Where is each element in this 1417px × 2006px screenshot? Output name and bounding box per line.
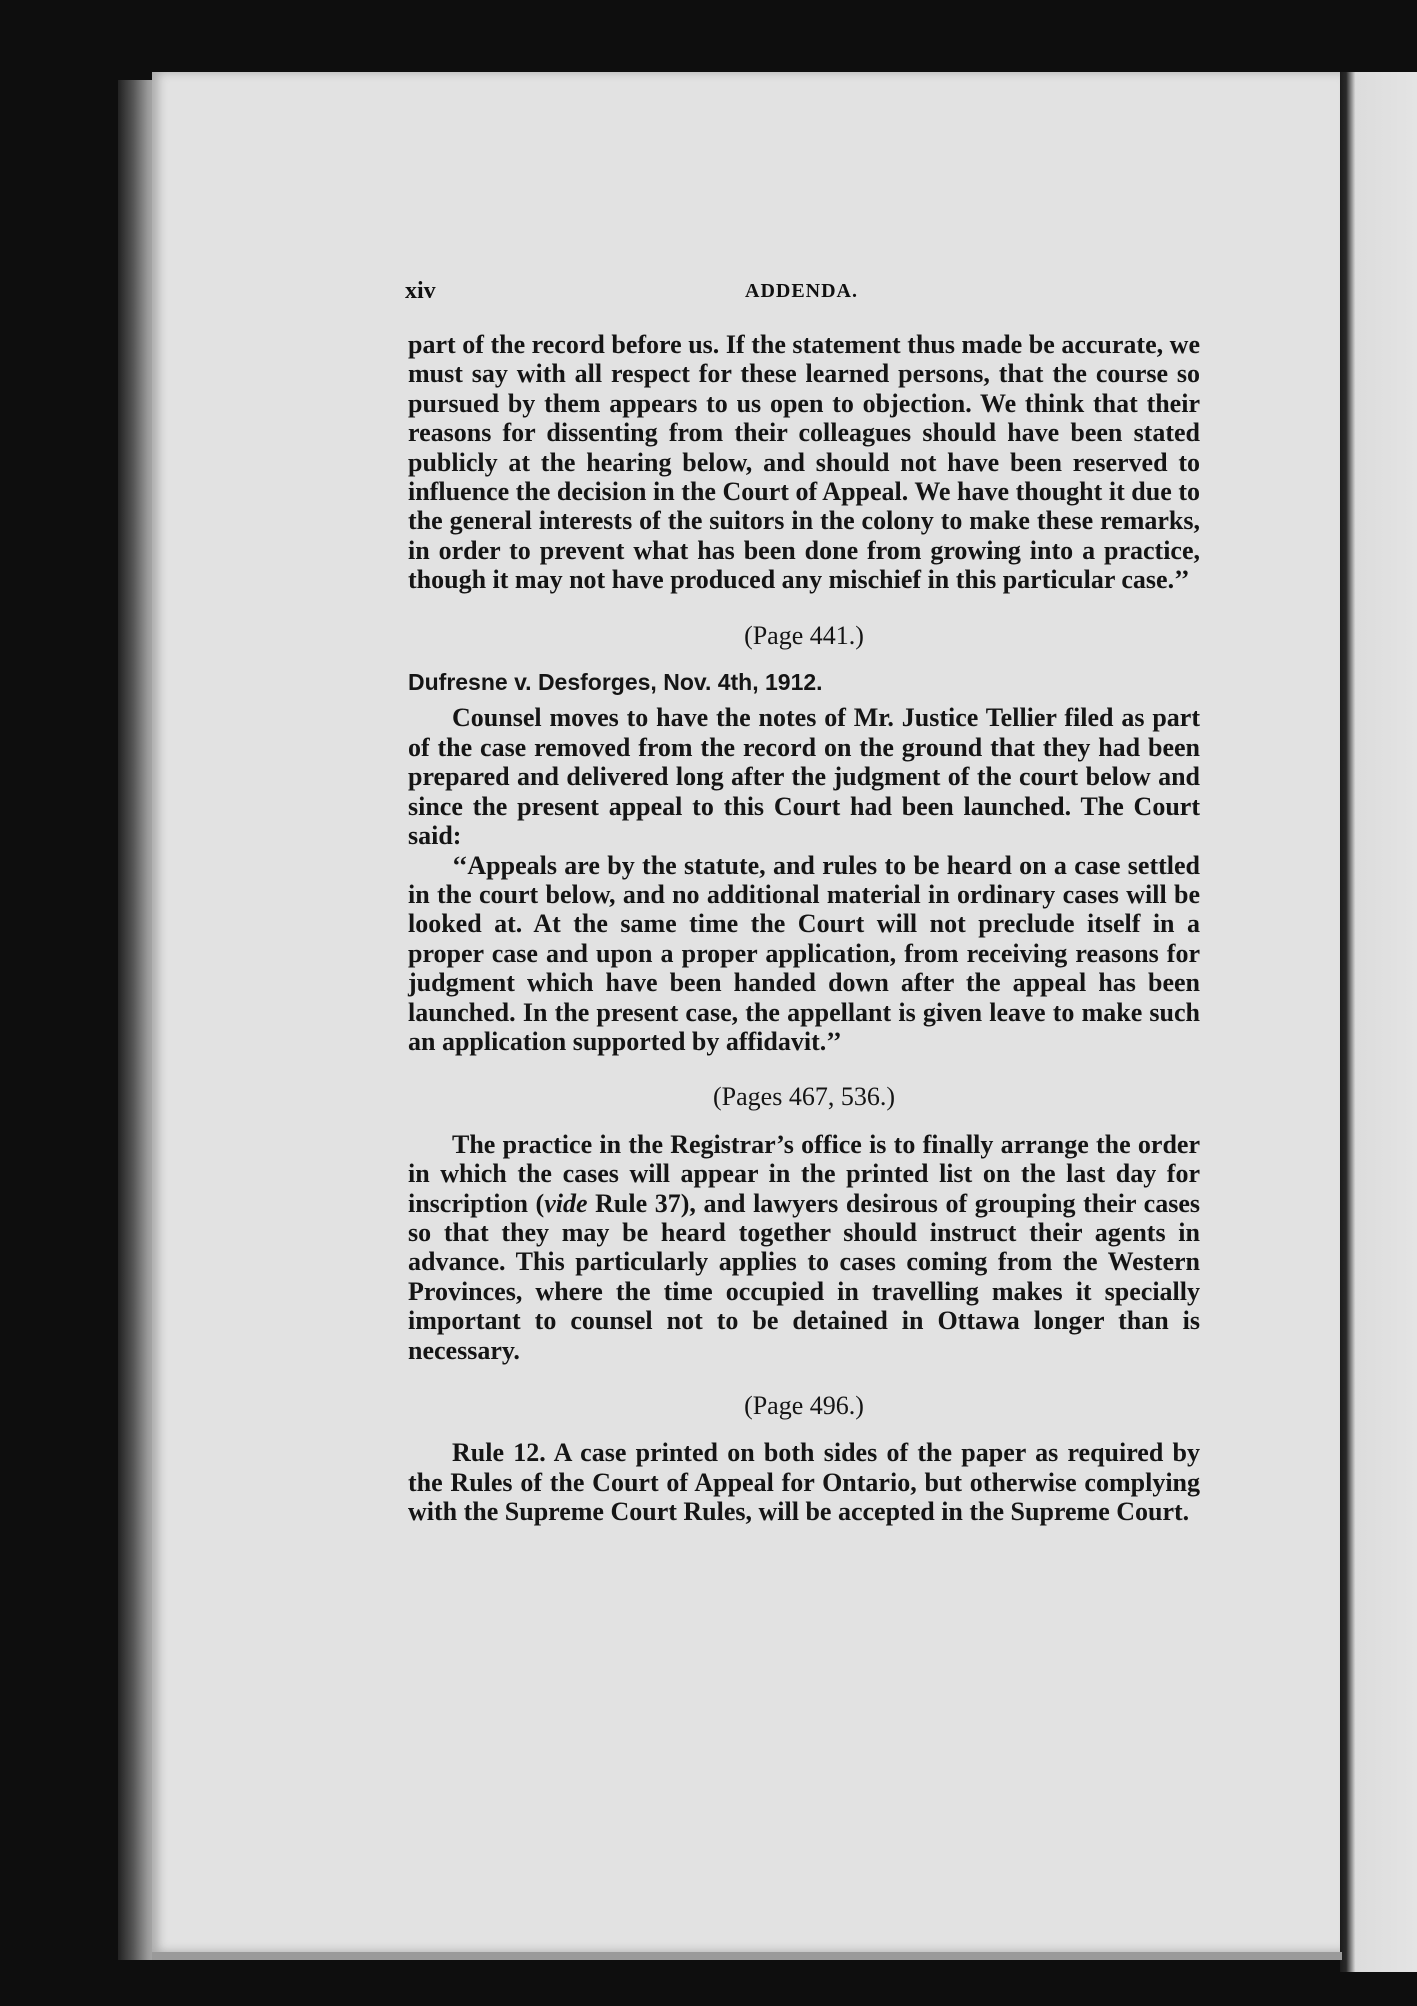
italic-term: vide bbox=[544, 1188, 588, 1218]
paragraph-text: The practice in the Registrar’s office is to finally arrange the order in which the cases will appear in the printed list on the last day for inscription ( bbox=[408, 1129, 1200, 1218]
page-bottom-edge bbox=[152, 1952, 1342, 1960]
paragraph-rule-12: Rule 12. A case printed on both sides of the paper as required by the Rules of the Court of Appeal for Ontario, but otherwise complying with the Supreme Court Rules, will be accepted in the Supreme Court. bbox=[408, 1438, 1200, 1527]
case-title: Dufresne v. Desforges, Nov. 4th, 1912. bbox=[408, 669, 823, 696]
facing-page-edge bbox=[1340, 72, 1417, 1972]
running-head bbox=[405, 278, 1200, 310]
section-title: ADDENDA. bbox=[745, 280, 858, 302]
paragraph-text: Rule 37), and lawyers desirous of grouping their cases so that they may be heard together should instruct their agents in advance. This particularly applies to cases coming from the Western Provinces, where the time occupied in travelling makes it specially important to counsel not to be detained in Ottawa longer than is necessary. bbox=[408, 1188, 1200, 1365]
page-reference-heading: (Page 496.) bbox=[744, 1391, 864, 1420]
paragraph-court-quote: ‘‘Appeals are by the statute, and rules to be heard on a case settled in the court below, and no additional material in ordinary cases will be looked at. At the same time the Court will not preclude itself in a proper case and upon a proper application, from receiving reasons for judgment which have been handed down after the appeal has been launched. In the present case, the appellant is given leave to make such an application supported by affidavit.’’ bbox=[408, 850, 1200, 1056]
paragraph-counsel-motion: Counsel moves to have the notes of Mr. Justice Tellier filed as part of the case removed from the record on the ground that they had been prepared and delivered long after the judgment of the court below and since the present appeal to this Court had been launched. The Court said: bbox=[408, 703, 1200, 851]
paragraph-continuation: part of the record before us. If the statement thus made be accurate, we must say with all respect for these learned persons, that the course so pursued by them appears to us open to objection. We think that their reasons for dissenting from their colleagues should have been stated publicly at the hearing below, and should not have been reserved to influence the decision in the Court of Appeal. We have thought it due to the general interests of the suitors in the colony to make these remarks, in order to prevent what has been done from growing into a practice, though it may not have produced any mischief in this particular case.’’ bbox=[408, 330, 1200, 595]
page-number: xiv bbox=[405, 278, 436, 304]
page-body bbox=[408, 330, 1200, 1527]
paragraph-registrar-practice bbox=[408, 1130, 1200, 1365]
page-reference-heading: (Pages 467, 536.) bbox=[713, 1082, 895, 1112]
page-reference-heading: (Page 441.) bbox=[744, 620, 864, 650]
